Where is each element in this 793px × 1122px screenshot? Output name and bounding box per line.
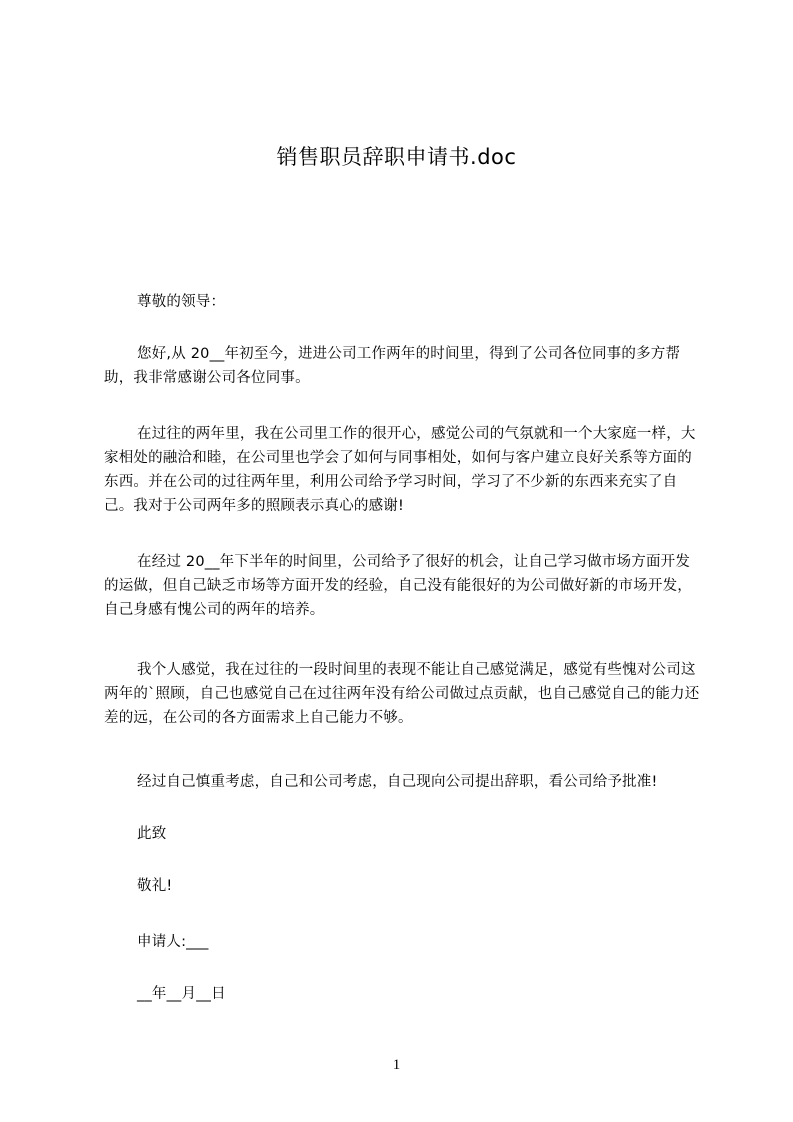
paragraph-greeting: 您好,从 20__年初至今，进进公司工作两年的时间里，得到了公司各位同事的多方帮助，我非常感谢公司各位同事。 [104,346,681,386]
closing-jing-li: 敬礼! [137,878,173,894]
document-title: 销售职员辞职申请书.doc [276,145,517,169]
paragraph-resignation-request: 经过自己慎重考虑，自己和公司考虑，自己现向公司提出辞职，看公司给予批准! [137,774,658,790]
date-line: __年__月__日 [137,986,226,1002]
closing-ci-zhi: 此致 [137,826,167,842]
paragraph-market-development: 在经过 20__年下半年的时间里，公司给予了很好的机会，让自己学习做市场方面开发的运做，但自己缺乏市场等方面开发的经验，自己没有能很好的为公司做好新的市场开发，自己身感有愧公司的两年的培养。 [104,554,692,618]
salutation: 尊敬的领导： [137,294,226,310]
page-number: 1 [392,1057,401,1073]
paragraph-self-assessment: 我个人感觉，我在过往的一段时间里的表现不能让自己感觉满足，感觉有些愧对公司这两年的`照顾，自己也感觉自己在过往两年没有给公司做过点贡献，也自己感觉自己的能力还差的远，在公司的各方面需求上自己能力不够。 [104,662,700,726]
applicant-line: 申请人:___ [137,934,209,950]
paragraph-experience: 在过往的两年里，我在公司里工作的很开心，感觉公司的气氛就和一个大家庭一样，大家相处的融洽和睦，在公司里也学会了如何与同事相处，如何与客户建立良好关系等方面的东西。并在公司的过往两年里，利用公司给予学习时间，学习了不少新的东西来充实了自己。我对于公司两年多的照顾表示真心的感谢! [104,426,696,514]
